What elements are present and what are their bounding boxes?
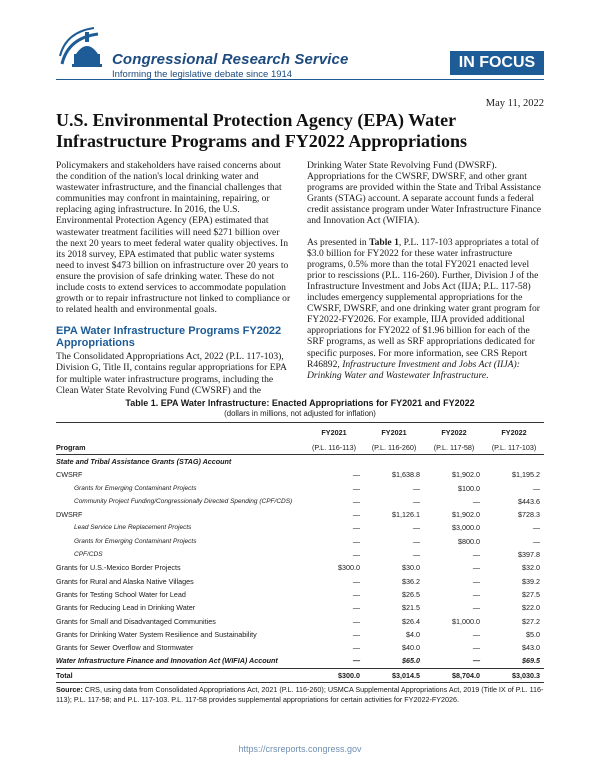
- value-cell: $27.5: [522, 589, 540, 599]
- value-cell: $1,902.0: [452, 470, 480, 480]
- table-row: [56, 548, 544, 561]
- value-cell: $32.0: [522, 563, 540, 573]
- value-cell: —: [472, 656, 480, 666]
- table-row: [56, 615, 544, 628]
- right-column: [307, 160, 544, 391]
- value-cell: $4.0: [406, 629, 420, 639]
- row-label: Grants for Small and Disadvantaged Communities: [56, 616, 216, 626]
- value-cell: —: [352, 616, 360, 626]
- value-cell: —: [352, 629, 360, 639]
- column-year: FY2022: [501, 428, 527, 437]
- value-cell: $26.5: [402, 589, 420, 599]
- table-row: [56, 468, 544, 481]
- appropriations-paragraph: The Consolidated Appropriations Act, 2022 (P.L. 117-103), Division G, Title II, contains regular appropriations for EPA for multiple water infrastructure programs, including the Clean Water State Revolving Fund (CWSRF) and the: [56, 351, 287, 396]
- value-cell: $65.0: [402, 656, 420, 666]
- row-label: Water Infrastructure Finance and Innovation Act (WIFIA) Account: [56, 656, 278, 666]
- value-cell: —: [412, 550, 420, 560]
- value-cell: $443.6: [518, 496, 540, 506]
- table-row: [56, 601, 544, 614]
- value-cell: —: [352, 483, 360, 493]
- column-year: FY2021: [381, 428, 407, 437]
- row-label: CWSRF: [56, 470, 83, 480]
- table-body: [56, 455, 544, 683]
- value-cell: —: [352, 536, 360, 546]
- value-cell: —: [472, 576, 480, 586]
- row-label: Grants for Sewer Overflow and Stormwater: [56, 643, 194, 653]
- section-heading: EPA Water Infrastructure Programs FY2022 Appropriations: [56, 325, 282, 350]
- row-label: State and Tribal Assistance Grants (STAG) Account: [56, 457, 232, 466]
- column-law: (P.L. 117-58): [424, 442, 484, 455]
- value-cell: $40.0: [402, 643, 420, 653]
- value-cell: —: [412, 536, 420, 546]
- table-row: [56, 508, 544, 521]
- value-cell: —: [472, 629, 480, 639]
- value-cell: $43.0: [522, 643, 540, 653]
- row-label: Grants for U.S.-Mexico Border Projects: [56, 563, 181, 573]
- header-divider: [56, 79, 544, 80]
- value-cell: $300.0: [338, 563, 360, 573]
- value-cell: $1,195.2: [512, 470, 540, 480]
- table-header-row: [56, 423, 544, 443]
- value-cell: $36.2: [402, 576, 420, 586]
- column-year: FY2021: [321, 428, 347, 437]
- row-label: Grants for Emerging Contaminant Projects: [74, 484, 197, 492]
- column-law: (P.L. 116-113): [304, 442, 364, 455]
- value-cell: —: [352, 550, 360, 560]
- row-label: Grants for Rural and Alaska Native Villages: [56, 576, 194, 586]
- source-text: CRS, using data from Consolidated Appropriations Act, 2021 (P.L. 116-260); USMCA Supplemental Appropriations Act, 2019 (Title IX of P.L. 116-113); P.L. 117-58; and P.L. 117-103. P.L. 117-58 provides supplemental appropriations for certain activities for FY2022-FY2026.: [56, 685, 544, 704]
- value-cell: —: [352, 510, 360, 520]
- value-cell: —: [352, 523, 360, 533]
- table-header-cell: [56, 423, 304, 443]
- value-cell: $69.5: [522, 656, 540, 666]
- row-label: Grants for Reducing Lead in Drinking Water: [56, 603, 196, 613]
- value-cell: —: [472, 589, 480, 599]
- value-cell: —: [412, 483, 420, 493]
- table-row: [56, 455, 544, 469]
- value-cell: —: [532, 483, 540, 493]
- column-law: (P.L. 117-103): [484, 442, 544, 455]
- value-cell: $3,000.0: [452, 523, 480, 533]
- table-source-note: [56, 685, 544, 705]
- table-subtitle: (dollars in millions, not adjusted for inflation): [224, 409, 376, 418]
- table-header-row: [56, 442, 544, 455]
- value-cell: —: [412, 523, 420, 533]
- value-cell: $27.2: [522, 616, 540, 626]
- value-cell: —: [352, 589, 360, 599]
- table-title: Table 1. EPA Water Infrastructure: Enacted Appropriations for FY2021 and FY2022: [125, 398, 475, 408]
- table-row: [56, 482, 544, 495]
- value-cell: $1,902.0: [452, 510, 480, 520]
- table-row: [56, 628, 544, 641]
- value-cell: $8,704.0: [424, 668, 484, 682]
- row-label: Grants for Emerging Contaminant Projects: [74, 537, 197, 545]
- text-span: , P.L. 117-103 appropriates a total of $3.0 billion for FY2022 for these water infrastructure programs, 0.5% more than the total FY2021 enacted level prior to rescissions (P.L. 116-260). Further, Division J of the Infrastructure Investment and Jobs Act (IIJA; P.L. 117-58) includes emergency supplemental appropriations for the CWSRF, DWSRF, and one drinking water grant program for FY2022-FY2026. For example, IIJA provided additional appropriations for FY2022 of $1.96 billion for each of the SRF programs, as well as SRF appropriations dedicated for specific purposes. For more information, see CRS Report R46892,: [307, 236, 540, 370]
- value-cell: $728.3: [518, 510, 540, 520]
- table-row: [56, 495, 544, 508]
- table-row: [56, 575, 544, 588]
- row-label: Grants for Drinking Water System Resilience and Sustainability: [56, 629, 257, 639]
- row-label: CPF/CDS: [74, 551, 103, 559]
- org-tagline: Informing the legislative debate since 1914: [112, 69, 293, 80]
- value-cell: —: [412, 496, 420, 506]
- value-cell: —: [352, 603, 360, 613]
- table-row: [56, 668, 544, 682]
- in-focus-badge: IN FOCUS: [450, 51, 544, 75]
- value-cell: —: [472, 496, 480, 506]
- left-column: [56, 160, 293, 406]
- row-label: Community Project Funding/Congressionally Directed Spending (CPF/CDS): [74, 497, 293, 505]
- value-cell: —: [352, 470, 360, 480]
- column-year: FY2022: [441, 428, 467, 437]
- text-span: .: [486, 369, 489, 381]
- table-row: [56, 641, 544, 654]
- value-cell: $100.0: [458, 483, 480, 493]
- value-cell: —: [352, 496, 360, 506]
- value-cell: $5.0: [526, 629, 540, 639]
- publication-date: May 11, 2022: [485, 98, 544, 109]
- value-cell: $300.0: [304, 668, 364, 682]
- value-cell: —: [472, 563, 480, 573]
- source-label: Source:: [56, 685, 83, 694]
- value-cell: $21.5: [402, 603, 420, 613]
- value-cell: $1,126.1: [392, 510, 420, 520]
- value-cell: —: [532, 523, 540, 533]
- table-row: [56, 588, 544, 601]
- value-cell: —: [472, 643, 480, 653]
- value-cell: $39.2: [522, 576, 540, 586]
- value-cell: $1,638.8: [392, 470, 420, 480]
- row-label: Grants for Testing School Water for Lead: [56, 589, 186, 599]
- value-cell: $397.8: [518, 550, 540, 560]
- value-cell: $22.0: [522, 603, 540, 613]
- table-summary-paragraph: [307, 237, 544, 381]
- value-cell: $3,014.5: [364, 668, 424, 682]
- value-cell: $800.0: [458, 536, 480, 546]
- intro-paragraph: Policymakers and stakeholders have raised concerns about the condition of the nation's local drinking water and wastewater infrastructure, and the financial challenges that communities may confront in maintaining, repairing, or replacing aging infrastructure. In 2016, the U.S. Environmental Protection Agency (EPA) estimated that wastewater treatment facilities will need $271 billion over the next 20 years to meet federal water quality objectives. In its 2018 survey, EPA estimated that public water systems need to invest $473 billion on infrastructure over 20 years to ensure the provision of safe drinking water. These do not include costs to extend services to accommodate population growth or to repair infrastructure not linked to compliance or to related health and environmental goals.: [56, 160, 291, 316]
- value-cell: $1,000.0: [452, 616, 480, 626]
- value-cell: —: [472, 550, 480, 560]
- value-cell: $26.4: [402, 616, 420, 626]
- table-row: [56, 521, 544, 534]
- crs-logo-icon: [58, 24, 110, 68]
- value-cell: —: [352, 576, 360, 586]
- value-cell: —: [352, 643, 360, 653]
- value-cell: $3,030.3: [484, 668, 544, 682]
- table-reference-link[interactable]: Table 1: [369, 236, 399, 248]
- row-label: Total: [56, 668, 304, 682]
- programs-paragraph: Drinking Water State Revolving Fund (DWSRF). Appropriations for the CWSRF, DWSRF, and other grant programs are provided within the State and Tribal Assistance Grants (STAG) account. A separate account funds a federal credit assistance program under Water Infrastructure Finance and Innovation Act (WIFIA).: [307, 160, 541, 227]
- page-title: U.S. Environmental Protection Agency (EPA) Water Infrastructure Programs and FY2022 Appropriations: [56, 110, 468, 151]
- value-cell: $30.0: [402, 563, 420, 573]
- value-cell: —: [352, 656, 360, 666]
- appropriations-table: [56, 422, 544, 683]
- table-row: [56, 535, 544, 548]
- column-law: (P.L. 116-260): [364, 442, 424, 455]
- row-label: Lead Service Line Replacement Projects: [74, 524, 192, 532]
- table-row: [56, 654, 544, 668]
- text-span: As presented in: [307, 236, 370, 248]
- org-name: Congressional Research Service: [112, 51, 349, 68]
- footer-link[interactable]: https://crsreports.congress.gov: [238, 744, 362, 754]
- report-title-link[interactable]: Infrastructure Investment and Jobs Act (IIJA): Drinking Water and Wastewater Infrastructure: [307, 358, 520, 381]
- program-column-header: Program: [56, 442, 304, 455]
- value-cell: —: [532, 536, 540, 546]
- value-cell: —: [472, 603, 480, 613]
- table-row: [56, 561, 544, 574]
- row-label: DWSRF: [56, 510, 83, 520]
